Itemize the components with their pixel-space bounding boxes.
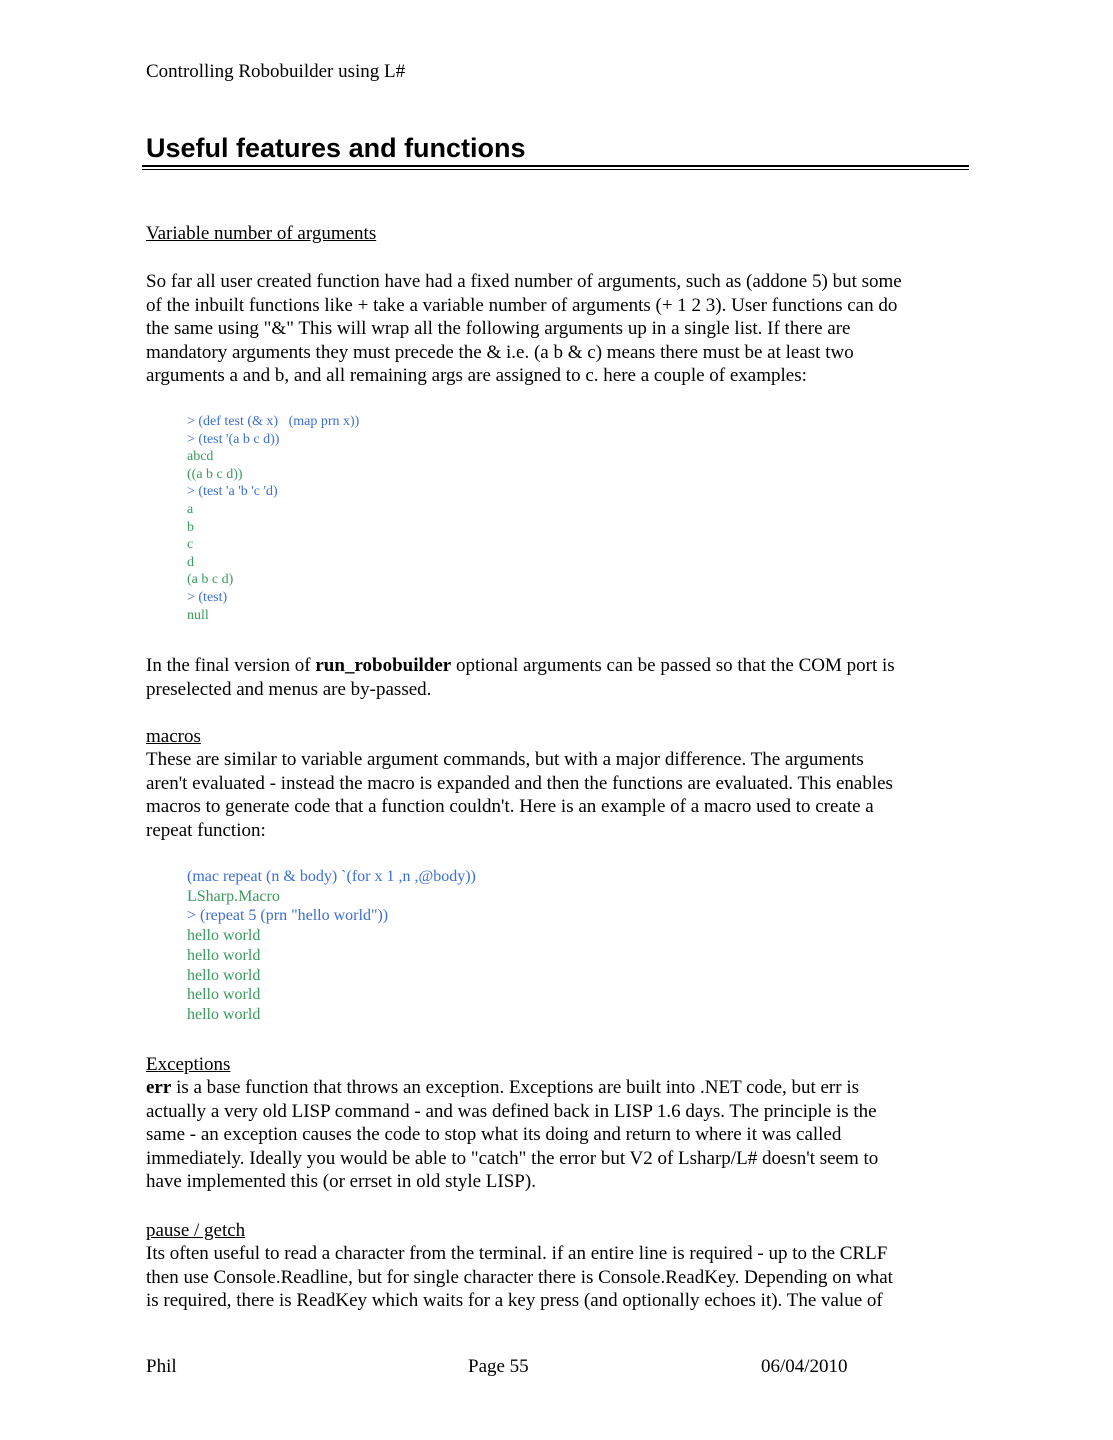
- paragraph-line: So far all user created function have had a fixed number of arguments, such as (addone 5) but some: [146, 271, 902, 292]
- paragraph-line: macros to generate code that a function couldn't. Here is an example of a macro used to create a: [146, 796, 874, 818]
- paragraph-line: same - an exception causes the code to stop what its doing and return to where it was called: [146, 1124, 842, 1146]
- text-run: optional arguments can be passed so that the COM port is: [451, 655, 895, 676]
- code-line: ((a b c d)): [187, 466, 243, 482]
- code-line: c: [187, 537, 194, 553]
- title-rule-thin: [142, 169, 969, 170]
- code-line: hello world: [187, 946, 261, 964]
- paragraph-line: arguments a and b, and all remaining args are assigned to c. here a couple of examples:: [146, 365, 807, 387]
- paragraph-line: These are similar to variable argument commands, but with a major difference. The arguments: [146, 749, 864, 770]
- paragraph-line: of the inbuilt functions like + take a variable number of arguments (+ 1 2 3). User functions can do: [146, 294, 898, 316]
- paragraph-exceptions: [146, 1076, 976, 1194]
- paragraph-macros: [146, 748, 976, 842]
- paragraph-line: then use Console.Readline, but for single character there is Console.ReadKey. Depending on what: [146, 1266, 893, 1288]
- paragraph-line: Its often useful to read a character from the terminal. if an entire line is required - up to the CRLF: [146, 1243, 888, 1264]
- code-line: (mac repeat (n & body) `(for x 1 ,n ,@body)): [187, 868, 476, 885]
- code-line: LSharp.Macro: [187, 887, 280, 905]
- code-line: hello world: [187, 1005, 261, 1023]
- paragraph-line: preselected and menus are by-passed.: [146, 678, 432, 700]
- code-line: (a b c d): [187, 572, 234, 588]
- paragraph-pause-getch: [146, 1242, 976, 1313]
- code-block-variable-args: [187, 413, 359, 624]
- code-line: > (repeat 5 (prn "hello world")): [187, 907, 389, 925]
- title-rule-thick: [142, 165, 969, 167]
- text-run: is a base function that throws an exception. Exceptions are built into .NET code, but err is: [171, 1077, 860, 1098]
- footer-page-number: Page 55: [468, 1356, 529, 1377]
- function-name-bold: run_robobuilder: [315, 655, 452, 676]
- code-line: > (test '(a b c d)): [187, 431, 280, 447]
- paragraph-line: aren't evaluated - instead the macro is expanded and then the functions are evaluated. This enables: [146, 772, 893, 794]
- code-line: abcd: [187, 449, 214, 465]
- running-header: Controlling Robobuilder using L#: [146, 61, 406, 82]
- section-heading-macros: macros: [146, 726, 201, 747]
- paragraph-line: actually a very old LISP command - and was defined back in LISP 1.6 days. The principle is the: [146, 1100, 877, 1122]
- section-heading-pause-getch: pause / getch: [146, 1220, 246, 1241]
- section-heading-variable-args: Variable number of arguments: [146, 223, 377, 244]
- section-heading-exceptions: Exceptions: [146, 1054, 231, 1075]
- paragraph-line: have implemented this (or errset in old style LISP).: [146, 1171, 536, 1193]
- paragraph-line: mandatory arguments they must precede the & i.e. (a b & c) means there must be at least two: [146, 341, 854, 363]
- text-run: In the final version of: [146, 655, 316, 676]
- code-line: d: [187, 554, 194, 570]
- paragraph-line: the same using "&" This will wrap all the following arguments up in a single list. If there are: [146, 318, 851, 340]
- code-line: hello world: [187, 986, 261, 1004]
- paragraph-variable-args: [146, 270, 976, 388]
- paragraph-line: repeat function:: [146, 819, 266, 841]
- code-line: b: [187, 519, 194, 535]
- paragraph-line: immediately. Ideally you would be able to "catch" the error but V2 of Lsharp/L# doesn't seem to: [146, 1147, 879, 1169]
- code-line: hello world: [187, 927, 261, 945]
- code-line: hello world: [187, 966, 261, 984]
- footer-date: 06/04/2010: [761, 1356, 848, 1377]
- code-line: > (test): [187, 589, 228, 605]
- code-block-macros: [187, 867, 476, 1025]
- code-line: a: [187, 501, 194, 517]
- paragraph-line: [146, 1076, 976, 1100]
- code-line: > (def test (& x) (map prn x)): [187, 414, 360, 429]
- function-name-bold: err: [146, 1077, 172, 1098]
- paragraph-line: [146, 654, 976, 678]
- code-line: > (test 'a 'b 'c 'd): [187, 484, 278, 500]
- footer-author: Phil: [146, 1356, 177, 1377]
- paragraph-run-robobuilder: [146, 654, 976, 701]
- code-line: null: [187, 607, 209, 623]
- paragraph-line: is required, there is ReadKey which waits for a key press (and optionally echoes it). The value of: [146, 1290, 883, 1312]
- page-title: Useful features and functions: [146, 133, 526, 163]
